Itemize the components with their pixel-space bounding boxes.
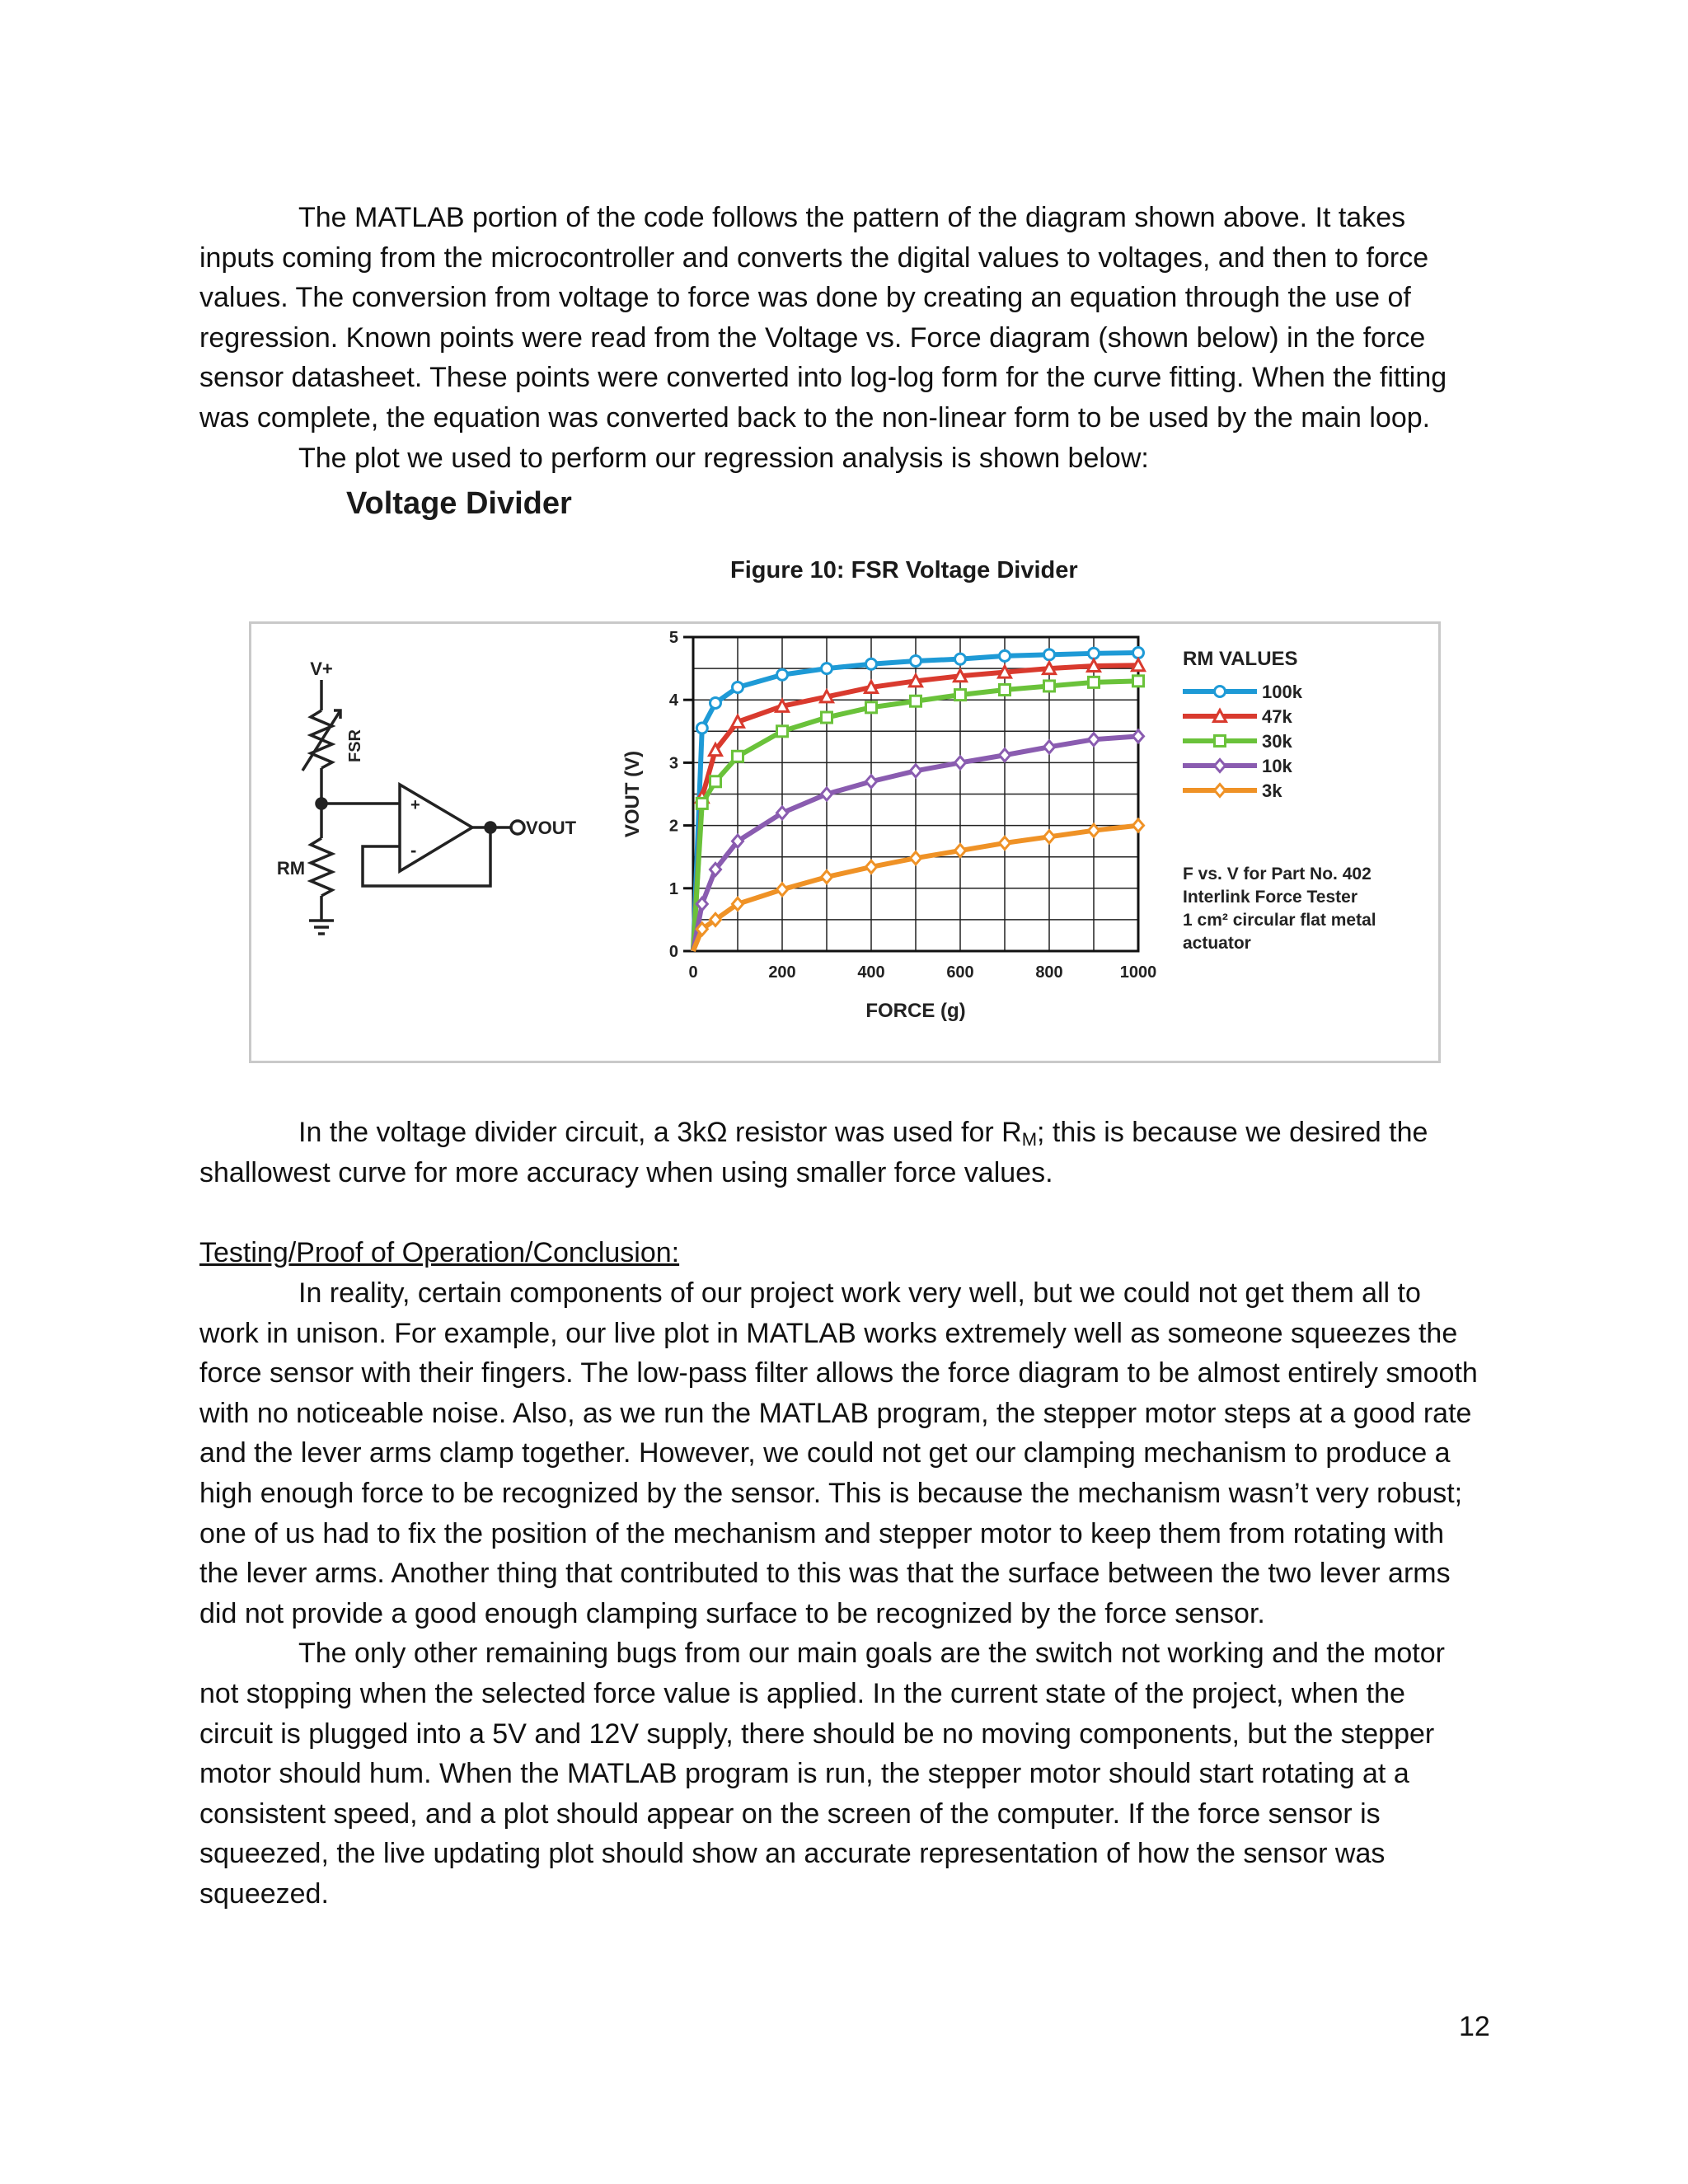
text-line: The plot we used to perform our regression analysis is shown below: [298, 442, 1149, 474]
legend-marker [1215, 785, 1226, 797]
data-point [999, 666, 1011, 677]
text-line: motor should hum. When the MATLAB program is run, the stepper motor should start rotating at a [199, 1758, 1409, 1790]
circuit-vout-label: VOUT [526, 818, 577, 838]
chart-note-line: actuator [1183, 934, 1251, 953]
text-line: high enough force to be recognized by the sensor. This is because the mechanism wasn’t very robust; [199, 1477, 1463, 1509]
text-fragment: In the voltage divider circuit, a 3kΩ resistor was used for R [298, 1117, 1022, 1148]
text-line: did not provide a good enough clamping surface to be recognized by the force sensor. [199, 1597, 1265, 1629]
data-point [911, 765, 921, 777]
x-tick-label: 800 [1035, 963, 1063, 982]
data-point [1000, 837, 1010, 849]
chart-note-line: 1 cm² circular flat metal [1183, 911, 1376, 930]
data-point [955, 654, 966, 664]
data-point [955, 845, 966, 857]
y-tick-label: 1 [668, 879, 678, 898]
x-axis-label: FORCE (g) [865, 1000, 966, 1022]
text-line: force sensor with their fingers. The low-pass filter allows the force diagram to be almost entirely smooth [199, 1357, 1478, 1390]
y-tick-label: 4 [668, 691, 678, 710]
y-axis-label: VOUT (V) [621, 750, 644, 838]
data-point [777, 883, 788, 896]
x-tick-label: 200 [768, 963, 796, 982]
legend-marker [1215, 736, 1226, 747]
x-tick-label: 0 [688, 963, 698, 982]
data-point [1133, 819, 1144, 832]
data-point [954, 670, 967, 682]
data-point [777, 726, 788, 737]
data-point [710, 776, 721, 787]
text-line: not stopping when the selected force value is applied. In the current state of the project, when the [199, 1677, 1405, 1709]
data-point [1089, 733, 1100, 746]
text-line: In reality, certain components of our project work very well, but we could not get them all to [298, 1277, 1421, 1309]
text-line: and the lever arms clamp together. However, we could not get our clamping mechanism to produce a [199, 1437, 1451, 1469]
subscript: M [1021, 1129, 1038, 1150]
y-tick-label: 0 [668, 943, 678, 961]
data-point [696, 723, 707, 733]
figure-canvas [251, 624, 1438, 1061]
text-line: was complete, the equation was converted back to the non-linear form to be used by the main loop. [199, 401, 1431, 434]
series-30k [693, 676, 1144, 951]
data-point [865, 681, 878, 692]
data-point [866, 860, 877, 873]
text-line: work in unison. For example, our live plot in MATLAB works extremely well as someone squeezes the [199, 1317, 1458, 1349]
text-fragment: ; this is because we desired the [1037, 1117, 1428, 1148]
data-point [1133, 648, 1144, 658]
data-point [821, 691, 833, 702]
data-point [822, 663, 832, 674]
legend-label: 47k [1262, 706, 1292, 727]
data-point [866, 702, 877, 713]
data-point [1088, 660, 1100, 672]
data-point [1133, 676, 1144, 687]
figure-frame [249, 621, 1441, 1063]
data-point [1000, 685, 1010, 696]
text-line: inputs coming from the microcontroller and converts the digital values to voltages, and then to force [199, 241, 1429, 274]
data-point [822, 871, 832, 883]
data-point [910, 675, 922, 687]
legend-label: 30k [1262, 731, 1292, 752]
y-tick-label: 3 [668, 754, 678, 773]
text-line: the lever arms. Another thing that contributed to this was that the surface between the two lever arms [199, 1558, 1451, 1590]
opamp-minus-label: - [410, 840, 417, 860]
text-line: circuit is plugged into a 5V and 12V supply, there should be no moving components, but the stepper [199, 1718, 1435, 1750]
data-point [733, 682, 743, 692]
text-line [199, 1113, 1502, 1153]
data-point [1133, 730, 1144, 743]
data-point [732, 715, 744, 727]
circuit-fsr-label: FSR [346, 729, 364, 762]
x-tick-label: 1000 [1119, 963, 1157, 982]
data-point [710, 698, 721, 709]
data-point [911, 852, 921, 865]
chart-legend [1183, 682, 1303, 801]
data-point [1044, 681, 1055, 691]
voltage-divider-paragraph [199, 1113, 1502, 1193]
text-line: The only other remaining bugs from our main goals are the switch not working and the motor [298, 1638, 1445, 1670]
data-point [1044, 741, 1055, 753]
legend-marker [1215, 760, 1226, 772]
conclusion-paragraph [199, 1273, 1502, 1915]
data-point [1043, 663, 1056, 674]
text-line: The MATLAB portion of the code follows the pattern of the diagram shown above. It takes [298, 202, 1406, 233]
circuit-vplus-label: V+ [310, 658, 333, 679]
data-point [866, 776, 877, 788]
text-line: one of us had to fix the position of the mechanism and stepper motor to keep them from rotating with [199, 1517, 1445, 1549]
text-line: regression. Known points were read from the Voltage vs. Force diagram (shown below) in the force [199, 321, 1426, 354]
data-point [1089, 648, 1100, 658]
legend-marker [1214, 710, 1226, 722]
x-tick-label: 400 [857, 963, 885, 982]
data-point [776, 700, 789, 711]
data-point [866, 658, 877, 669]
data-point [955, 690, 966, 701]
data-point [1044, 831, 1055, 843]
data-point [733, 751, 743, 762]
intro-paragraph [199, 198, 1502, 478]
figure-title: Voltage Divider [346, 486, 572, 521]
data-point [822, 712, 832, 723]
data-point [911, 696, 921, 706]
text-line: values. The conversion from voltage to force was done by creating an equation through the use of [199, 282, 1411, 314]
data-point [911, 655, 921, 666]
data-point [1044, 649, 1055, 660]
y-tick-label: 2 [668, 817, 678, 836]
legend-marker [1215, 687, 1226, 697]
text-line: shallowest curve for more accuracy when using smaller force values. [199, 1156, 1053, 1188]
data-point [696, 798, 707, 808]
series-3k [693, 819, 1144, 951]
series-100k [693, 648, 1144, 951]
section-heading: Testing/Proof of Operation/Conclusion: [199, 1237, 680, 1268]
opamp-plus-label: + [410, 796, 420, 814]
legend-title: RM VALUES [1183, 648, 1298, 670]
data-point [777, 669, 788, 680]
text-line: squeezed, the live updating plot should show an accurate representation of how the sensor was [199, 1838, 1386, 1870]
chart-note-line: Interlink Force Tester [1183, 888, 1358, 907]
y-tick-label: 5 [668, 629, 678, 647]
legend-label: 10k [1262, 756, 1292, 776]
fsr-voltage-chart [621, 629, 1156, 1022]
figure-caption: Figure 10: FSR Voltage Divider [730, 557, 1078, 583]
text-line: squeezed. [199, 1877, 329, 1910]
data-point [955, 757, 966, 769]
data-point [1089, 677, 1100, 687]
x-tick-label: 600 [946, 963, 974, 982]
circuit-rm-label: RM [276, 858, 306, 879]
data-point [1000, 749, 1010, 762]
legend-label: 100k [1262, 682, 1302, 702]
text-line: with no noticeable noise. Also, as we run the MATLAB program, the stepper motor steps at a good rate [199, 1397, 1472, 1429]
text-line: consistent speed, and a plot should appear on the screen of the computer. If the force sensor is [199, 1797, 1381, 1830]
data-point [822, 788, 832, 800]
text-line: sensor datasheet. These points were converted into log-log form for the curve fitting. When the fitting [199, 362, 1447, 394]
chart-note-line: F vs. V for Part No. 402 [1183, 865, 1372, 883]
data-point [1132, 659, 1145, 671]
page-number: 12 [1459, 2011, 1490, 2042]
data-point [1000, 650, 1010, 661]
legend-label: 3k [1262, 780, 1282, 801]
data-point [1089, 824, 1100, 837]
